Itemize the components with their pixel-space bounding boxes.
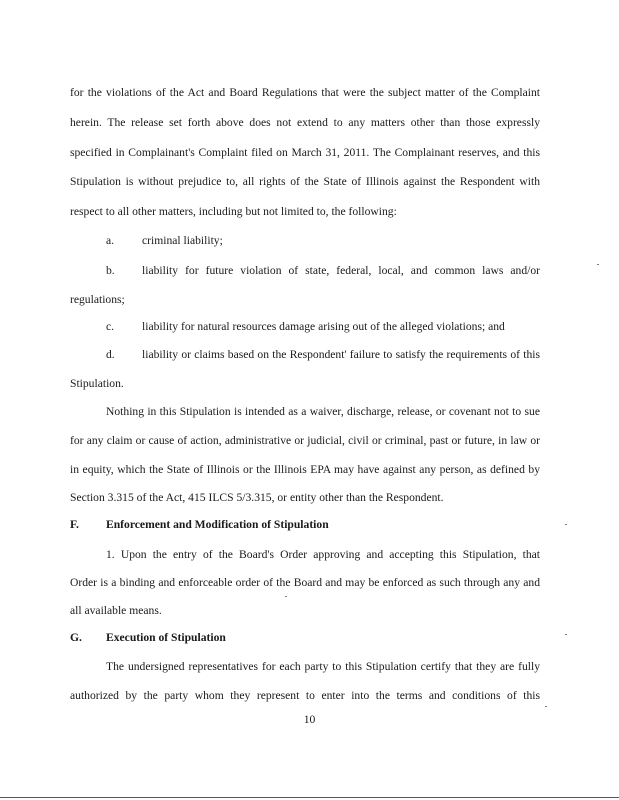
text-line: Nothing in this Stipulation is intended as a waiver, discharge, release, or covenant not to sue [106, 405, 540, 418]
text-line: Section 3.315 of the Act, 415 ILCS 5/3.315, or entity other than the Respondent. [70, 491, 444, 504]
list-item-text: liability for natural resources damage arising out of the alleged violations; and [142, 320, 505, 333]
text-line: Stipulation. [70, 377, 124, 390]
list-item-letter: a. [106, 234, 115, 247]
section-title: Enforcement and Modification of Stipulation [106, 518, 329, 531]
text-line: respect to all other matters, including but not limited to, the following: [70, 205, 397, 218]
text-line: 1. Upon the entry of the Board's Order approving and accepting this Stipulation, that [106, 548, 540, 561]
list-item-letter: d. [106, 348, 115, 361]
list-item-text: liability for future violation of state, federal, local, and common laws and/or [142, 264, 540, 277]
section-letter: G. [70, 631, 82, 644]
text-line: for any claim or cause of action, administrative or judicial, civil or criminal, past or future, in law or [70, 434, 540, 447]
section-heading-g [70, 631, 226, 645]
section-title: Execution of Stipulation [106, 631, 226, 644]
text-line: authorized by the party whom they represent to enter into the terms and conditions of this [70, 689, 540, 702]
text-line: Stipulation is without prejudice to, all rights of the State of Illinois against the Respondent with [70, 175, 540, 188]
list-item-text: liability or claims based on the Respondent' failure to satisfy the requirements of this [142, 348, 540, 361]
text-line: The undersigned representatives for each party to this Stipulation certify that they are fully [106, 660, 540, 673]
scan-speck [285, 596, 287, 597]
scan-speck [597, 264, 599, 265]
section-heading-f [70, 518, 329, 532]
text-line: Order is a binding and enforceable order of the Board and may be enforced as such through any and [70, 576, 540, 589]
text-line: for the violations of the Act and Board Regulations that were the subject matter of the Complaint [70, 86, 540, 99]
text-line: in equity, which the State of Illinois or the Illinois EPA may have against any person, as defined by [70, 463, 540, 476]
list-item-text: criminal liability; [142, 234, 223, 247]
list-item-letter: b. [106, 264, 115, 277]
list-item-letter: c. [106, 320, 115, 333]
scan-speck [545, 706, 547, 707]
scan-speck [565, 524, 567, 525]
text-line: specified in Complainant's Complaint filed on March 31, 2011. The Complainant reserves, and this [70, 146, 540, 159]
text-line: all available means. [70, 604, 162, 617]
bottom-rule [0, 797, 619, 798]
scan-speck [565, 634, 567, 635]
text-line: herein. The release set forth above does not extend to any matters other than those expressly [70, 116, 540, 129]
page-number: 10 [303, 713, 316, 726]
text-line: regulations; [70, 293, 125, 306]
section-letter: F. [70, 518, 79, 531]
